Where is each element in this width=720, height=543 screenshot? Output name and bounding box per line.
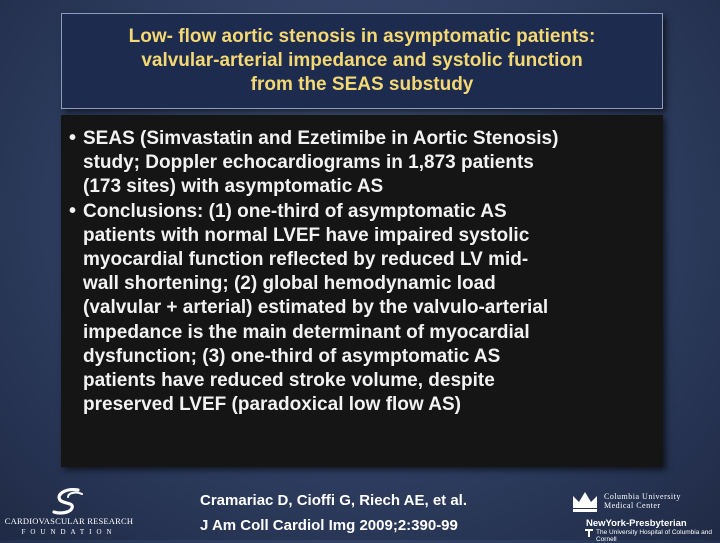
bullet-line: (173 sites) with asymptomatic AS — [83, 176, 384, 198]
columbia-line1: Columbia University — [604, 492, 681, 501]
bullet-line: patients have reduced stroke volume, despite — [83, 370, 495, 392]
slide-title — [61, 13, 663, 109]
crf-logo-line1: CARDIOVASCULAR RESEARCH — [4, 516, 134, 526]
title-line: Low- flow aortic stenosis in asymptomatic patients: — [128, 26, 596, 47]
nyp-tagline: The University Hospital of Columbia and Cornell — [596, 529, 712, 543]
bullet-seas-study — [69, 127, 653, 200]
nyp-mark-icon — [584, 528, 594, 538]
bullet-conclusions — [69, 199, 653, 418]
title-line: valvular-arterial impedance and systolic function — [141, 50, 583, 71]
bullet-line: patients with normal LVEF have impaired systolic — [83, 224, 530, 246]
title-line: from the SEAS substudy — [250, 74, 474, 95]
columbia-crown-icon — [570, 488, 600, 514]
crf-logo-line2: FOUNDATION — [21, 528, 117, 536]
bullet-line: wall shortening; (2) global hemodynamic load — [83, 273, 496, 295]
bullet-line: dysfunction; (3) one-third of asymptomatic AS — [83, 345, 501, 367]
nyp-name: NewYork-Presbyterian — [586, 518, 687, 529]
bullet-line: impedance is the main determinant of myocardial — [83, 321, 530, 343]
bullet-line: myocardial function reflected by reduced LV mid- — [83, 249, 529, 271]
bullet-line: (valvular + arterial) estimated by the valvulo-arterial — [83, 297, 549, 319]
citation-authors: Cramariac D, Cioffi G, Riech AE, et al. — [200, 492, 468, 509]
bullet-line: study; Doppler echocardiograms in 1,873 patients — [83, 152, 534, 174]
crf-logo — [4, 486, 134, 538]
columbia-line2: Medical Center — [604, 501, 661, 510]
bullet-line: preserved LVEF (paradoxical low flow AS) — [83, 394, 461, 416]
crf-swirl-icon — [48, 486, 88, 516]
citation — [200, 488, 530, 538]
columbia-nyp-logo — [568, 488, 718, 543]
bullet-line: SEAS (Simvastatin and Ezetimibe in Aortic Stenosis) — [83, 128, 559, 149]
columbia-name — [604, 492, 681, 510]
content-panel — [61, 115, 663, 467]
bullet-dot-icon: • — [69, 199, 77, 222]
bullet-dot-icon: • — [69, 127, 77, 149]
citation-journal: J Am Coll Cardiol Img 2009;2:390-99 — [200, 517, 458, 534]
bullet-line: Conclusions: (1) one-third of asymptomatic AS — [83, 200, 507, 222]
